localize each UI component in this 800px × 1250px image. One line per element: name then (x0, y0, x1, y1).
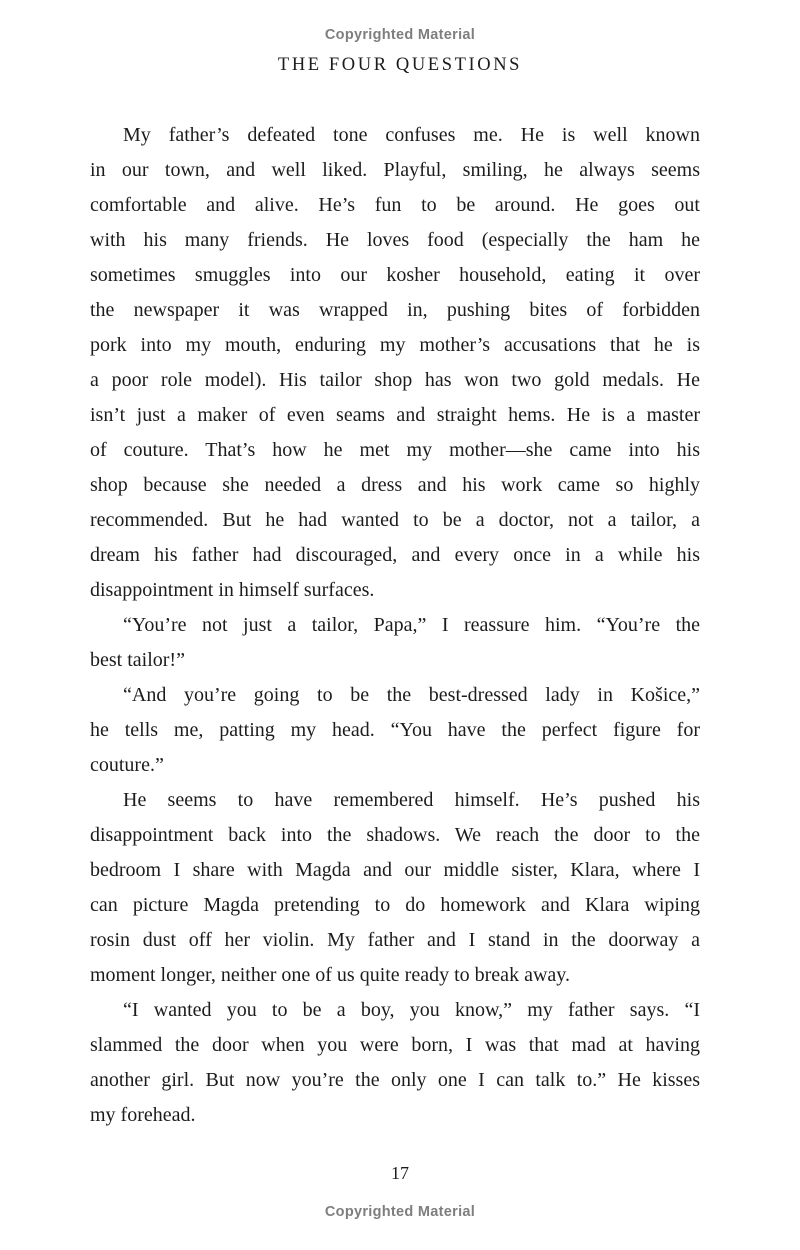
text-line: My father’s defeated tone confuses me. He is well known (123, 124, 700, 146)
text-line: dream his father had discouraged, and every once in a while his (90, 544, 700, 566)
text-line: recommended. But he had wanted to be a doctor, not a tailor, a (90, 509, 700, 531)
text-line: bedroom I share with Magda and our middle sister, Klara, where I (90, 859, 700, 881)
text-line: shop because she needed a dress and his work came so highly (90, 474, 700, 496)
copyright-notice-top: Copyrighted Material (324, 27, 476, 43)
text-line: in our town, and well liked. Playful, smiling, he always seems (90, 159, 700, 181)
page-number: 17 (391, 1163, 409, 1183)
text-line: “You’re not just a tailor, Papa,” I reassure him. “You’re the (123, 614, 700, 636)
text-line: disappointment back into the shadows. We reach the door to the (90, 824, 700, 846)
text-line: my forehead. (90, 1104, 196, 1126)
copyright-notice-bottom: Copyrighted Material (324, 1204, 476, 1220)
text-line: He seems to have remembered himself. He’s pushed his (123, 789, 700, 811)
paragraph (90, 608, 700, 678)
paragraph (90, 993, 700, 1133)
body-text-block (90, 118, 700, 1133)
text-line: with his many friends. He loves food (especially the ham he (90, 229, 700, 251)
text-line: “I wanted you to be a boy, you know,” my father says. “I (123, 999, 700, 1021)
text-line: of couture. That’s how he met my mother—she came into his (90, 439, 700, 461)
text-line: pork into my mouth, enduring my mother’s accusations that he is (90, 334, 700, 356)
text-line: another girl. But now you’re the only one I can talk to.” He kisses (90, 1069, 700, 1091)
text-line: isn’t just a maker of even seams and straight hems. He is a master (90, 404, 700, 426)
text-line: the newspaper it was wrapped in, pushing bites of forbidden (90, 299, 700, 321)
paragraph (90, 678, 700, 783)
text-line: couture.” (90, 754, 164, 776)
paragraph (90, 783, 700, 993)
text-line: a poor role model). His tailor shop has won two gold medals. He (90, 369, 700, 391)
text-line: he tells me, patting my head. “You have the perfect figure for (90, 719, 700, 741)
text-line: moment longer, neither one of us quite ready to break away. (90, 964, 570, 986)
text-line: can picture Magda pretending to do homework and Klara wiping (90, 894, 700, 916)
running-header-chapter-title: THE FOUR QUESTIONS (277, 55, 523, 75)
text-line: slammed the door when you were born, I was that mad at having (90, 1034, 700, 1056)
text-line: best tailor!” (90, 649, 185, 671)
text-line: comfortable and alive. He’s fun to be around. He goes out (90, 194, 700, 216)
text-line: sometimes smuggles into our kosher household, eating it over (90, 264, 700, 286)
text-line: disappointment in himself surfaces. (90, 579, 375, 601)
text-line: “And you’re going to be the best-dressed lady in Košice,” (123, 684, 700, 706)
text-line: rosin dust off her violin. My father and I stand in the doorway a (90, 929, 700, 951)
paragraph (90, 118, 700, 608)
